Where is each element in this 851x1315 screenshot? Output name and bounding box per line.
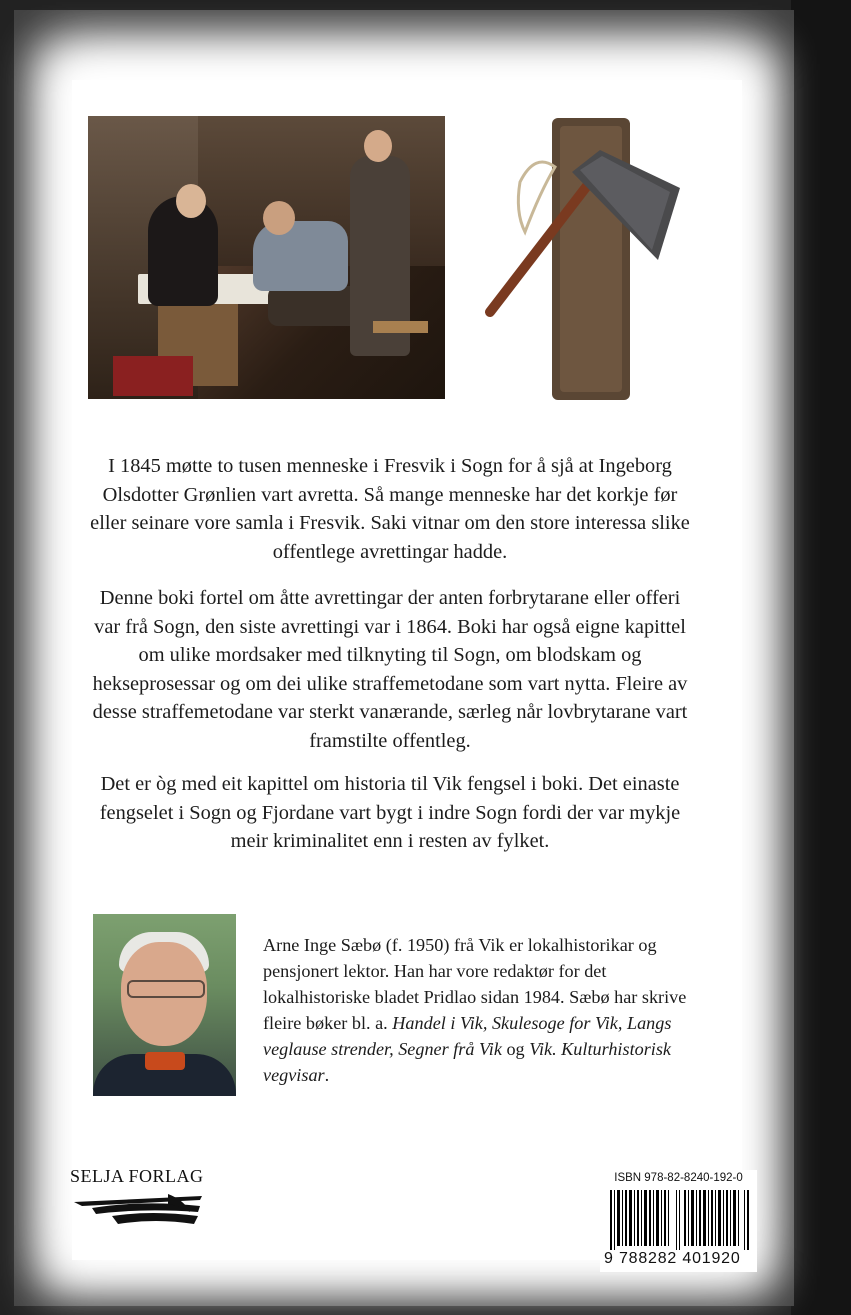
author-photo [93,914,236,1096]
isbn-label: ISBN 978-82-8240-192-0 [614,1172,743,1184]
barcode-digits: 9 788282 401920 [604,1250,741,1267]
barcode-icon [610,1190,750,1250]
description-paragraph-2: Denne boki fortel om åtte avrettingar der anten forbrytarane eller offeri var frå Sogn, den siste avrettingi var i 1864. Boki har også eigne kapittel om ulike mordsaker med tilknyting til Sogn, om blodskam og hekseprosessar og om dei ulike straffemetodane som vart nytta. Fleire av desse straffemetodane var sterkt vanærande, særleg når lovbrytarane vart framstilte offentleg. [92,587,688,752]
author-end: . [324,1065,330,1085]
description-paragraph-1: I 1845 møtte to tusen menneske i Fresvik i Sogn for å sjå at Ingeborg Olsdotter Grønlien vart avretta. Så mange menneske har det korkje før eller seinare vore samla i Fresvik. Saki vitnar om den store interessa slike offentlege avrettingar hadde. [90,455,690,563]
painting-illustration [88,116,445,399]
author-joiner: og [501,1039,530,1059]
publisher-name: SELJA FORLAG [70,1166,204,1186]
description-paragraph-3: Det er òg med eit kapittel om historia til Vik fengsel i boki. Det einaste fengselet i Sogn og Fjordane vart bygt i indre Sogn fordi der var mykje meir kriminalitet enn i resten av fylket. [99,773,681,852]
author-works: Handel i Vik, Skulesoge for Vik, Langs veglause strender, Segner frå Vik [263,1013,672,1059]
axe-and-block-image [480,112,690,402]
cover-dark-edge [791,0,851,1315]
barcode-area [600,1170,757,1272]
author-last-work: Vik. Kulturhistorisk vegvisar [263,1039,671,1085]
author-bio-intro: Arne Inge Sæbø (f. 1950) frå Vik er lokalhistorikar og pensjonert lektor. Han har vore redaktør for det lokalhistoriske bladet Pridlao sidan 1984. Sæbø har skrive fleire bøker bl. a. [263,935,687,1033]
author-bio [263,932,703,1088]
publisher-logo-icon [72,1190,204,1230]
